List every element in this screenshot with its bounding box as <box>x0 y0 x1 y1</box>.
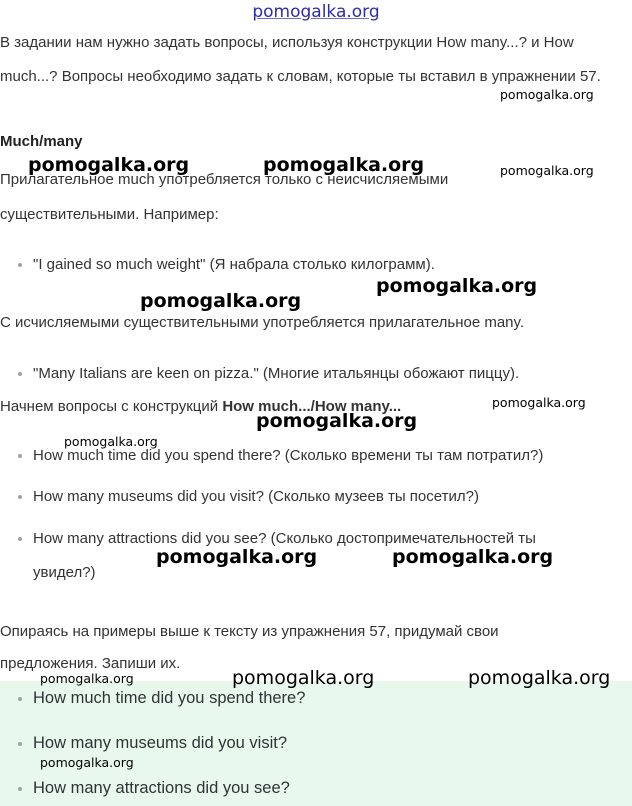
watermark: pomogalka.org <box>64 434 158 449</box>
question-1: How much time did you spend there? (Сколько времени ты там потратил?) <box>33 447 544 464</box>
watermark: pomogalka.org <box>500 87 594 102</box>
answer-2: How many museums did you visit? <box>33 734 288 752</box>
watermark: pomogalka.org <box>468 667 611 689</box>
answer-block <box>0 681 632 806</box>
much-rule-line1: Прилагательное much употребляется только с неисчисляемыми <box>0 171 449 188</box>
bullet-icon <box>18 372 22 376</box>
watermark: pomogalka.org <box>156 546 318 568</box>
list-item <box>18 357 519 391</box>
question-3: How many attractions did you see? (Сколько достопримечательностей ты <box>33 530 536 547</box>
question-2: How many museums did you visit? (Сколько музеев ты посетил?) <box>33 488 479 505</box>
many-rule: С исчисляемыми существительными употребляется прилагательное many. <box>0 314 525 331</box>
watermark: pomogalka.org <box>500 163 594 178</box>
list-item <box>18 734 287 753</box>
watermark: pomogalka.org <box>376 275 538 297</box>
watermark: pomogalka.org <box>492 395 586 410</box>
watermark: pomogalka.org <box>28 154 190 176</box>
watermark: pomogalka.org <box>40 671 134 686</box>
bullet-icon <box>18 263 22 267</box>
answer-3: How many attractions did you see? <box>33 779 290 797</box>
questions-intro-prefix: Начнем вопросы с конструкций <box>0 398 223 415</box>
questions-intro-bold: How much.../How many... <box>222 398 402 415</box>
task-line2: предложения. Запиши их. <box>0 655 181 672</box>
list-item <box>18 779 290 798</box>
bullet-icon <box>18 742 22 746</box>
answer-1: How much time did you spend there? <box>33 689 306 707</box>
site-header-link[interactable]: pomogalka.org <box>252 2 380 22</box>
bullet-icon <box>18 454 22 458</box>
much-example: "I gained so much weight" (Я набрала столько килограмм). <box>33 256 435 273</box>
watermark: pomogalka.org <box>140 290 302 312</box>
much-rule-line2: существительными. Например: <box>0 206 219 223</box>
watermark: pomogalka.org <box>256 410 418 432</box>
watermark: pomogalka.org <box>392 546 554 568</box>
watermark: pomogalka.org <box>232 667 375 689</box>
list-item <box>18 480 479 514</box>
watermark: pomogalka.org <box>263 154 425 176</box>
intro-paragraph: В задании нам нужно задать вопросы, используя конструкции How many...? и How much...? Вопросы необходимо задать к словам, которые ты вставил в упражнении 57. <box>0 34 601 85</box>
question-3-continued: увидел?) <box>33 564 96 581</box>
bullet-icon <box>18 697 22 701</box>
list-item <box>18 689 305 708</box>
bullet-icon <box>18 787 22 791</box>
bullet-icon <box>18 495 22 499</box>
watermark: pomogalka.org <box>40 755 134 770</box>
section-title: Much/many <box>0 133 83 150</box>
task-line1: Опираясь на примеры выше к тексту из упражнения 57, придумай свои <box>0 623 499 640</box>
bullet-icon <box>18 537 22 541</box>
many-example: "Many Italians are keen on pizza." (Многие итальянцы обожают пиццу). <box>33 365 520 382</box>
list-item <box>18 248 435 282</box>
